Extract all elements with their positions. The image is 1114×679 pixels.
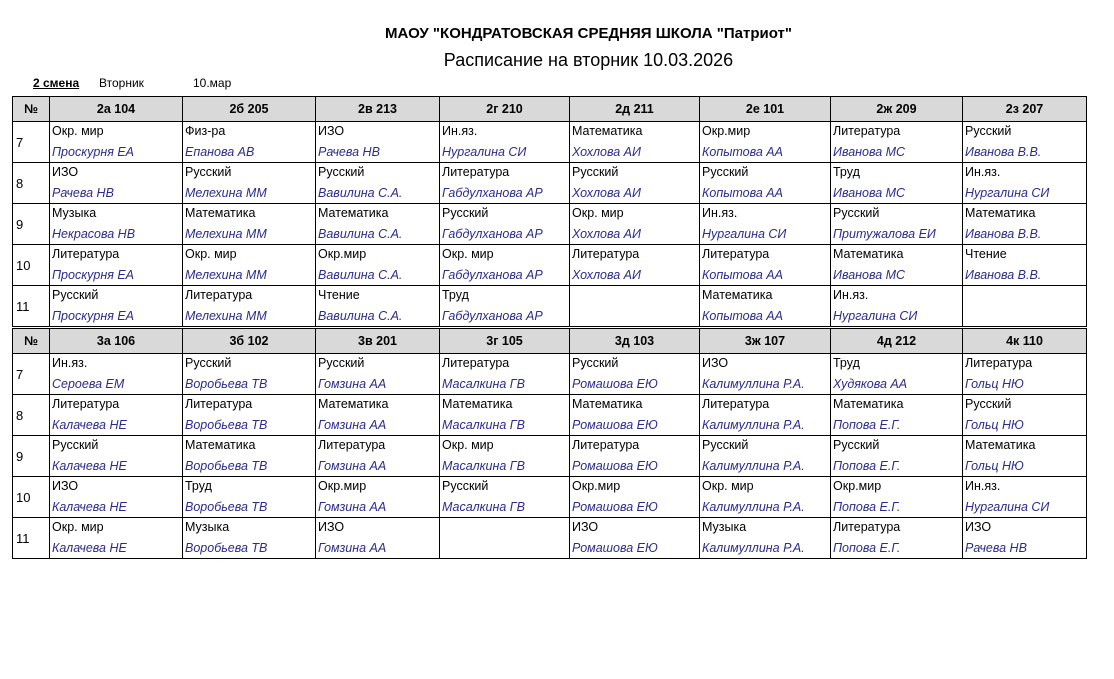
subject-name: Ин.яз. [52,356,88,370]
subject-name: Математика [572,124,643,138]
class-header: 2ж 209 [831,97,963,122]
subject-name: Ин.яз. [702,206,738,220]
subject-name: ИЗО [702,356,729,370]
teacher-name: Иванова МС [833,268,906,282]
lesson-cell [183,204,316,245]
subject-name: Музыка [185,520,230,534]
teacher-name: Гольц НЮ [965,459,1024,473]
lesson-cell [440,477,570,518]
teacher-name: Калимуллина Р.А. [702,377,805,391]
lesson-cell [183,122,316,163]
teacher-name: Калачева НЕ [52,500,127,514]
lesson-number: 8 [13,163,50,204]
class-header: 2в 213 [316,97,440,122]
lesson-cell [831,395,963,436]
subject-name: Русский [702,165,749,179]
lesson-row [13,204,1087,245]
subject-name: Литература [442,356,510,370]
lesson-cell [183,477,316,518]
lesson-row [13,395,1087,436]
teacher-name: Нургалина СИ [833,309,918,323]
subject-name: Математика [442,397,513,411]
teacher-name: Копытова АА [702,145,783,159]
teacher-name: Копытова АА [702,186,783,200]
lesson-cell [440,122,570,163]
teacher-name: Рачева НВ [52,186,114,200]
subject-name: ИЗО [965,520,992,534]
lesson-cell [50,518,183,559]
teacher-name: Масалкина ГВ [442,459,525,473]
lesson-number-header: № [13,328,50,354]
class-header: 4д 212 [831,328,963,354]
teacher-name: Ромашова ЕЮ [572,541,658,555]
subject-name: Литература [185,288,253,302]
lesson-cell [963,122,1087,163]
lesson-cell [700,477,831,518]
schedule-table [12,96,1087,559]
subject-name: Математика [185,438,256,452]
lesson-cell [183,518,316,559]
teacher-name: Нургалина СИ [965,500,1050,514]
lesson-cell [440,354,570,395]
teacher-name: Мелехина ММ [185,309,267,323]
subject-name: Окр.мир [318,479,367,493]
day-label: Вторник [99,76,144,90]
subject-name: Литература [318,438,386,452]
subject-name [572,288,699,302]
lesson-cell [570,204,700,245]
subject-name: Литература [702,397,770,411]
subject-name: Труд [442,288,469,302]
subject-name: Литература [442,165,510,179]
teacher-name: Воробьева ТВ [185,541,268,555]
lesson-number: 9 [13,436,50,477]
subject-name: Окр. мир [442,438,494,452]
subject-name: Математика [702,288,773,302]
subject-name: ИЗО [318,124,345,138]
lesson-row [13,286,1087,328]
lesson-cell [570,286,700,328]
class-header: 3г 105 [440,328,570,354]
shift-label: 2 смена [33,76,80,90]
subject-name: Математика [965,206,1036,220]
teacher-name: Вавилина С.А. [318,309,403,323]
lesson-cell [316,204,440,245]
lesson-cell [963,286,1087,328]
teacher-name: Гольц НЮ [965,418,1024,432]
lesson-cell [700,122,831,163]
teacher-name: Мелехина ММ [185,268,267,282]
teacher-name: Калачева НЕ [52,459,127,473]
teacher-name: Гомзина АА [318,418,387,432]
teacher-name: Вавилина С.А. [318,227,403,241]
teacher-name: Габдулханова АР [442,227,543,241]
lesson-cell [700,163,831,204]
class-header-row [13,328,1087,354]
teacher-name: Притужалова ЕИ [833,227,936,241]
teacher-name: Воробьева ТВ [185,377,268,391]
subject-name: Русский [185,356,232,370]
class-header: 2з 207 [963,97,1087,122]
teacher-name: Попова Е.Г. [833,500,901,514]
lesson-cell [831,477,963,518]
lesson-cell [50,354,183,395]
subject-name: Окр. мир [185,247,237,261]
lesson-cell [570,436,700,477]
subject-name [965,288,1086,302]
lesson-cell [50,286,183,328]
teacher-name: Хохлова АИ [572,227,641,241]
subject-name: Окр. мир [702,479,754,493]
subject-name: Окр. мир [442,247,494,261]
class-header: 2е 101 [700,97,831,122]
subject-name: Ин.яз. [965,165,1001,179]
subject-name: Литература [965,356,1033,370]
teacher-name: Сероева ЕМ [52,377,125,391]
subject-name: Русский [572,165,619,179]
teacher-name: Иванова МС [833,186,906,200]
subject-name: Русский [52,288,99,302]
teacher-name: Худякова АА [833,377,908,391]
subject-name: Математика [833,397,904,411]
subject-name: Русский [442,206,489,220]
subject-name: Математика [318,397,389,411]
teacher-name: Рачева НВ [965,541,1027,555]
lesson-cell [963,395,1087,436]
lesson-cell [440,395,570,436]
subject-name: Ин.яз. [965,479,1001,493]
teacher-name: Иванова В.В. [965,227,1042,241]
subject-name: Окр.мир [318,247,367,261]
teacher-name: Гомзина АА [318,500,387,514]
teacher-name [572,309,699,323]
subject-name: ИЗО [52,165,79,179]
subject-name: Труд [833,356,860,370]
class-header: 2б 205 [183,97,316,122]
class-header: 3ж 107 [700,328,831,354]
lesson-row [13,518,1087,559]
teacher-name: Габдулханова АР [442,268,543,282]
lesson-row [13,354,1087,395]
lesson-cell [700,436,831,477]
teacher-name: Габдулханова АР [442,186,543,200]
teacher-name: Нургалина СИ [702,227,787,241]
teacher-name: Калимуллина Р.А. [702,500,805,514]
teacher-name: Ромашова ЕЮ [572,418,658,432]
lesson-cell [700,354,831,395]
subject-name: Окр.мир [833,479,882,493]
lesson-cell [50,245,183,286]
teacher-name: Ромашова ЕЮ [572,377,658,391]
teacher-name: Воробьева ТВ [185,459,268,473]
teacher-name: Калимуллина Р.А. [702,418,805,432]
lesson-cell [831,286,963,328]
teacher-name: Воробьева ТВ [185,418,268,432]
subject-name: Русский [318,165,365,179]
subject-name: Русский [572,356,619,370]
subject-name: ИЗО [52,479,79,493]
lesson-cell [963,436,1087,477]
lesson-cell [183,436,316,477]
lesson-number: 10 [13,245,50,286]
date-label: 10.мар [193,76,232,90]
teacher-name: Хохлова АИ [572,268,641,282]
lesson-cell [570,395,700,436]
lesson-cell [570,122,700,163]
teacher-name: Копытова АА [702,268,783,282]
lesson-cell [570,477,700,518]
teacher-name: Масалкина ГВ [442,500,525,514]
subject-name: Ин.яз. [833,288,869,302]
subject-name: Литература [52,397,120,411]
teacher-name: Нургалина СИ [965,186,1050,200]
lesson-number: 10 [13,477,50,518]
subject-name: Русский [52,438,99,452]
teacher-name: Калачева НЕ [52,541,127,555]
teacher-name: Хохлова АИ [572,145,641,159]
lesson-row [13,122,1087,163]
lesson-number: 11 [13,286,50,328]
lesson-cell [440,163,570,204]
teacher-name [442,541,569,555]
lesson-cell [440,245,570,286]
teacher-name: Проскурня ЕА [52,145,135,159]
class-header: 3а 106 [50,328,183,354]
lesson-cell [316,436,440,477]
teacher-name: Некрасова НВ [52,227,136,241]
lesson-number: 7 [13,354,50,395]
subject-name: Литература [833,520,901,534]
lesson-number: 11 [13,518,50,559]
lesson-cell [831,436,963,477]
teacher-name: Вавилина С.А. [318,268,403,282]
teacher-name: Калимуллина Р.А. [702,459,805,473]
lesson-number-header: № [13,97,50,122]
lesson-cell [183,395,316,436]
subject-name: Русский [833,206,880,220]
lesson-cell [963,204,1087,245]
teacher-name: Масалкина ГВ [442,418,525,432]
teacher-name: Воробьева ТВ [185,500,268,514]
lesson-cell [440,204,570,245]
subject-name: Окр.мир [572,479,621,493]
lesson-cell [831,122,963,163]
teacher-name: Проскурня ЕА [52,309,135,323]
teacher-name: Иванова МС [833,145,906,159]
subject-name: Окр. мир [52,124,104,138]
subject-name: Музыка [52,206,97,220]
lesson-cell [316,395,440,436]
lesson-cell [440,286,570,328]
teacher-name: Гомзина АА [318,459,387,473]
lesson-cell [316,122,440,163]
lesson-cell [316,245,440,286]
subject-name: Музыка [702,520,747,534]
teacher-name: Калачева НЕ [52,418,127,432]
subject-name: Математика [185,206,256,220]
lesson-cell [963,245,1087,286]
teacher-name: Попова Е.Г. [833,418,901,432]
lesson-cell [963,354,1087,395]
subject-name: Окр.мир [702,124,751,138]
lesson-cell [316,354,440,395]
teacher-name [965,309,1086,323]
lesson-cell [700,518,831,559]
subject-name: Литература [185,397,253,411]
subject-name [442,520,569,534]
lesson-cell [831,518,963,559]
lesson-cell [316,286,440,328]
teacher-name: Ромашова ЕЮ [572,459,658,473]
subject-name: Литература [52,247,120,261]
teacher-name: Проскурня ЕА [52,268,135,282]
lesson-cell [570,163,700,204]
class-header: 4к 110 [963,328,1087,354]
teacher-name: Попова Е.Г. [833,541,901,555]
teacher-name: Калимуллина Р.А. [702,541,805,555]
teacher-name: Епанова АВ [185,145,255,159]
subject-name: Математика [572,397,643,411]
subject-name: Русский [702,438,749,452]
school-title: МАОУ "КОНДРАТОВСКАЯ СРЕДНЯЯ ШКОЛА "Патриот" [385,25,792,42]
teacher-name: Вавилина С.А. [318,186,403,200]
subject-name: Чтение [965,247,1007,261]
lesson-cell [831,163,963,204]
lesson-cell [183,163,316,204]
class-header: 3в 201 [316,328,440,354]
lesson-cell [316,477,440,518]
subject-name: Труд [185,479,212,493]
schedule-subtitle: Расписание на вторник 10.03.2026 [443,50,734,70]
lesson-cell [183,354,316,395]
subject-name: Ин.яз. [442,124,478,138]
lesson-cell [50,122,183,163]
teacher-name: Копытова АА [702,309,783,323]
lesson-cell [183,286,316,328]
subject-name: Русский [185,165,232,179]
subject-name: ИЗО [572,520,599,534]
lesson-cell [570,245,700,286]
lesson-cell [963,163,1087,204]
teacher-name: Ромашова ЕЮ [572,500,658,514]
subject-name: Русский [965,397,1012,411]
subject-name: Труд [833,165,860,179]
lesson-row [13,477,1087,518]
class-header: 2г 210 [440,97,570,122]
subject-name: Математика [965,438,1036,452]
lesson-row [13,245,1087,286]
lesson-number: 7 [13,122,50,163]
class-header: 3д 103 [570,328,700,354]
subject-name: ИЗО [318,520,345,534]
teacher-name: Гомзина АА [318,541,387,555]
subject-name: Русский [965,124,1012,138]
teacher-name: Мелехина ММ [185,186,267,200]
teacher-name: Иванова В.В. [965,145,1042,159]
teacher-name: Иванова В.В. [965,268,1042,282]
subject-name: Литература [833,124,901,138]
lesson-cell [50,163,183,204]
lesson-cell [831,245,963,286]
teacher-name: Гомзина АА [318,377,387,391]
subject-name: Русский [442,479,489,493]
lesson-cell [700,204,831,245]
lesson-cell [50,204,183,245]
subject-name: Русский [833,438,880,452]
subject-name: Чтение [318,288,360,302]
lesson-cell [831,204,963,245]
lesson-cell [50,436,183,477]
lesson-cell [316,518,440,559]
subject-name: Литература [572,247,640,261]
lesson-cell [963,518,1087,559]
lesson-cell [570,354,700,395]
lesson-cell [700,395,831,436]
lesson-number: 8 [13,395,50,436]
teacher-name: Нургалина СИ [442,145,527,159]
lesson-cell [831,354,963,395]
lesson-cell [963,477,1087,518]
teacher-name: Мелехина ММ [185,227,267,241]
lesson-cell [440,436,570,477]
lesson-row [13,163,1087,204]
lesson-cell [50,477,183,518]
lesson-number: 9 [13,204,50,245]
teacher-name: Рачева НВ [318,145,380,159]
lesson-cell [316,163,440,204]
subject-name: Окр. мир [572,206,624,220]
subject-name: Математика [318,206,389,220]
lesson-cell [700,245,831,286]
teacher-name: Попова Е.Г. [833,459,901,473]
lesson-cell [570,518,700,559]
class-header: 2а 104 [50,97,183,122]
class-header-row [13,97,1087,122]
lesson-cell [50,395,183,436]
class-header: 3б 102 [183,328,316,354]
lesson-cell [700,286,831,328]
lesson-cell [183,245,316,286]
subject-name: Математика [833,247,904,261]
subject-name: Окр. мир [52,520,104,534]
subject-name: Русский [318,356,365,370]
class-header: 2д 211 [570,97,700,122]
teacher-name: Габдулханова АР [442,309,543,323]
teacher-name: Масалкина ГВ [442,377,525,391]
subject-name: Литература [572,438,640,452]
subject-name: Литература [702,247,770,261]
lesson-cell [440,518,570,559]
teacher-name: Гольц НЮ [965,377,1024,391]
subject-name: Физ-ра [185,124,226,138]
teacher-name: Хохлова АИ [572,186,641,200]
lesson-row [13,436,1087,477]
